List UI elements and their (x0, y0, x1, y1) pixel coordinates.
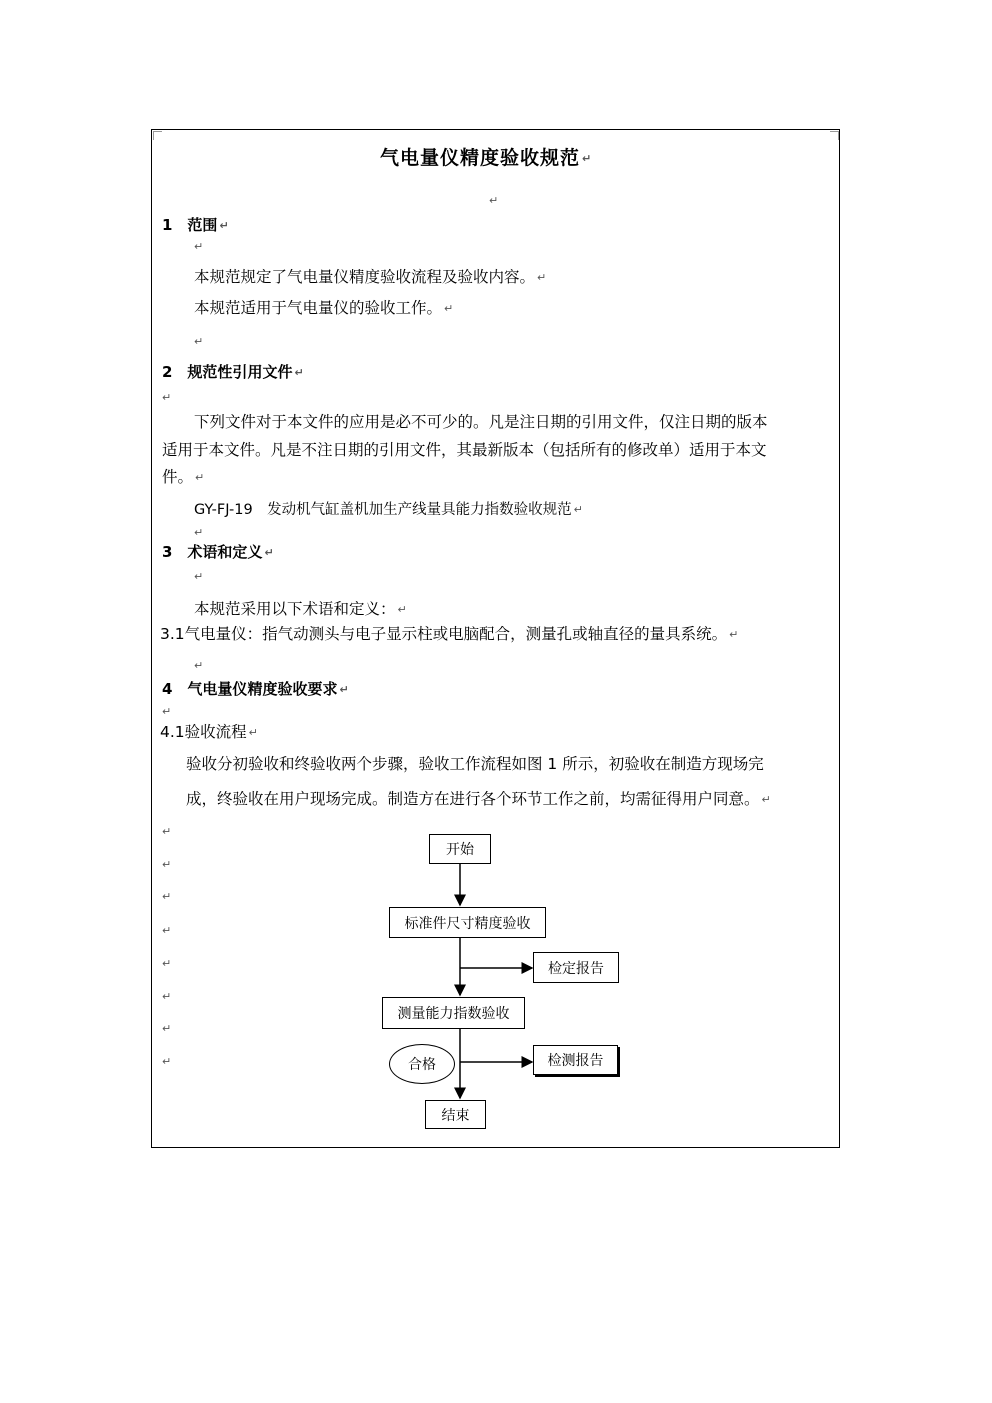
flow-end: 结束 (425, 1100, 486, 1129)
section-2-paragraph-line: 下列文件对于本文件的应用是必不可少的。凡是注日期的引用文件，仅注日期的版本 (194, 413, 768, 431)
section-3-heading: 3 术语和定义 ↵ (162, 543, 274, 561)
page-title: 气电量仪精度验收规范 ↵ (380, 147, 593, 169)
section-3-intro: 本规范采用以下术语和定义： ↵ (194, 600, 407, 618)
section-1-heading: 1 范围 ↵ (162, 216, 229, 234)
section-2-paragraph-line: 适用于本文件。凡是不注日期的引用文件，其最新版本（包括所有的修改单）适用于本文 (162, 441, 767, 459)
definition-3-1: 3.1气电量仪：指气动测头与电子显示柱或电脑配合，测量孔或轴直径的量具系统。 ↵ (160, 625, 739, 643)
reference-document: GY-FJ-19 发动机气缸盖机加生产线量具能力指数验收规范 ↵ (194, 502, 583, 518)
flow-step-standard-precision: 标准件尺寸精度验收 (389, 907, 546, 938)
flow-decision-pass: 合格 (389, 1044, 455, 1084)
flow-test-report: 检测报告 (533, 1045, 618, 1075)
flow-start: 开始 (429, 834, 491, 864)
section-4-heading: 4 气电量仪精度验收要求 ↵ (162, 680, 349, 698)
section-1-paragraph: 本规范规定了气电量仪精度验收流程及验收内容。 ↵ (194, 268, 547, 286)
section-4-paragraph-line: 验收分初验收和终验收两个步骤，验收工作流程如图 1 所示，初验收在制造方现场完 (186, 755, 764, 773)
flow-verification-report: 检定报告 (533, 952, 619, 983)
section-4-paragraph-line: 成，终验收在用户现场完成。制造方在进行各个环节工作之前，均需征得用户同意。 ↵ (186, 790, 771, 808)
section-2-paragraph-line: 件。 ↵ (162, 468, 205, 486)
section-4-1-heading: 4.1验收流程 ↵ (160, 723, 258, 741)
section-1-paragraph: 本规范适用于气电量仪的验收工作。 ↵ (194, 299, 454, 317)
section-2-heading: 2 规范性引用文件 ↵ (162, 363, 304, 381)
flow-step-capability-index: 测量能力指数验收 (382, 997, 525, 1029)
